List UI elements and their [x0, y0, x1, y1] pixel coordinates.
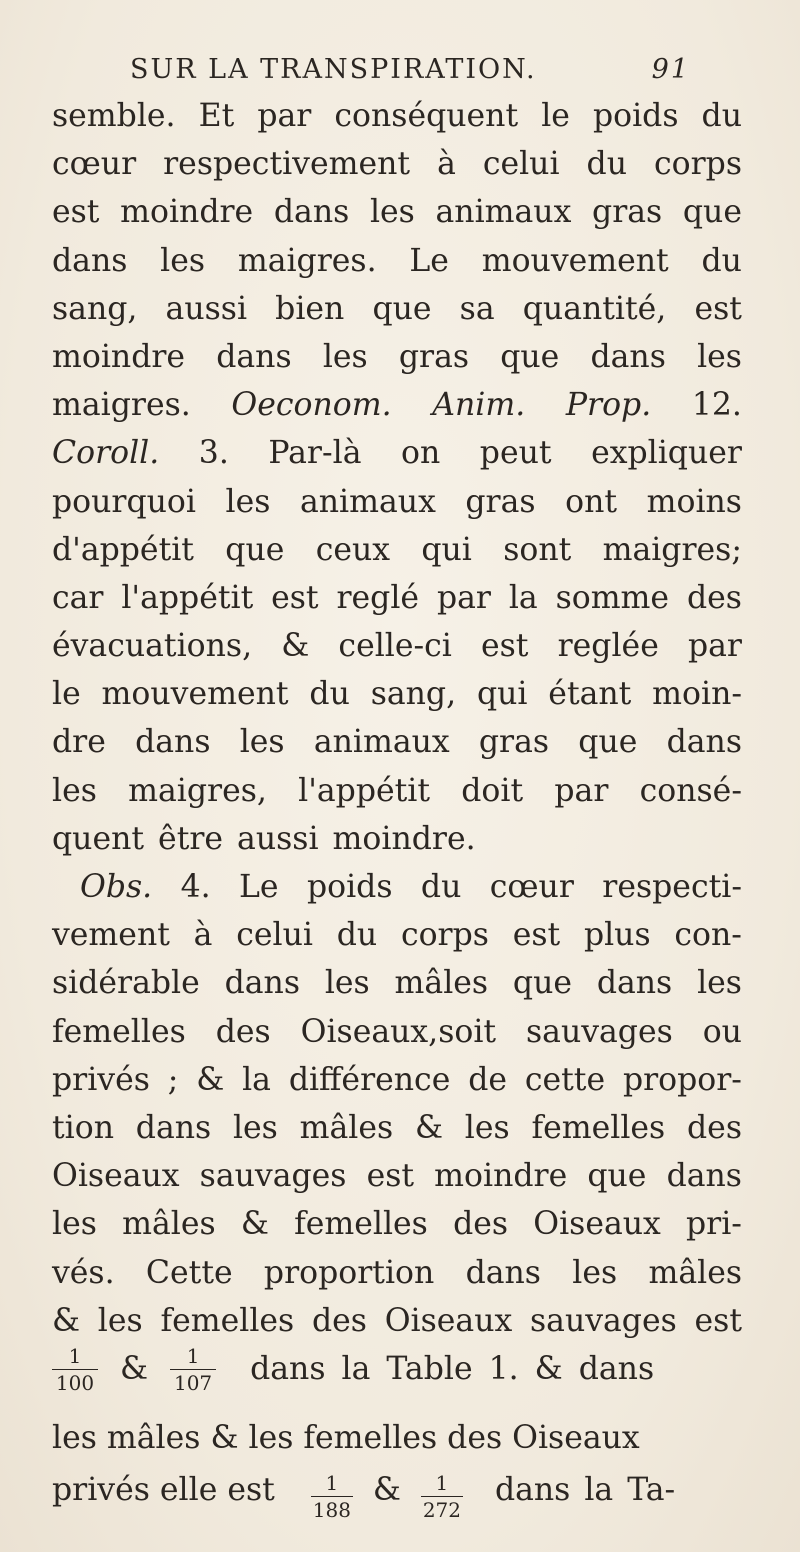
fraction-1-100	[52, 1345, 98, 1394]
word: gras	[398, 338, 470, 375]
word: consé-	[639, 772, 742, 809]
word: de	[468, 1061, 507, 1098]
word: du	[701, 98, 742, 134]
word: mâles	[648, 1254, 742, 1291]
word: cette	[524, 1061, 606, 1098]
word: les	[225, 483, 271, 520]
word: poids	[592, 98, 679, 134]
word: conséquent	[334, 98, 519, 134]
text-line	[52, 429, 742, 477]
word: que	[682, 194, 742, 231]
word: qui	[421, 531, 472, 568]
word: par	[687, 628, 742, 665]
word: sidérable	[52, 965, 200, 1002]
word: propor-	[622, 1061, 742, 1098]
word: moindre.	[332, 820, 476, 857]
word: corps	[653, 146, 742, 183]
fraction-1-107	[170, 1345, 216, 1394]
word: expliquer	[591, 435, 742, 472]
word: 3.	[198, 435, 229, 472]
word: con-	[674, 917, 742, 954]
word: Cette	[145, 1254, 233, 1291]
word: Prop.	[565, 387, 652, 424]
text-line	[52, 622, 742, 670]
word: gras	[465, 483, 536, 520]
page-number: 91	[651, 54, 690, 85]
word: &	[196, 1061, 225, 1098]
text-line	[52, 1249, 742, 1297]
word: à	[437, 146, 456, 183]
word: maigres,	[128, 772, 267, 809]
word: plus	[583, 917, 651, 954]
word: vement	[52, 917, 170, 954]
fraction-numerator: 1	[68, 1344, 82, 1368]
word: mouvement	[101, 676, 289, 713]
text-line	[52, 1152, 742, 1200]
word: différence	[288, 1061, 451, 1098]
text-line	[52, 1297, 742, 1345]
word: du	[309, 676, 350, 713]
text-line	[52, 959, 742, 1007]
fraction-numerator: 1	[186, 1344, 200, 1368]
fraction-denominator: 107	[173, 1371, 213, 1395]
text-line	[52, 911, 742, 959]
text-line	[52, 478, 742, 526]
word: étant	[548, 676, 632, 713]
word: sont	[503, 531, 572, 568]
word: maigres.	[52, 387, 191, 424]
word: est	[366, 1158, 415, 1195]
word: celui	[236, 917, 313, 954]
fraction-line-2	[52, 1466, 752, 1521]
word: mâles	[299, 1109, 394, 1146]
word: pourquoi	[52, 483, 196, 520]
word: reglé	[336, 579, 420, 616]
word: est	[512, 917, 561, 954]
word: sang,	[370, 676, 457, 713]
word: femelles	[531, 1109, 666, 1146]
word: que	[500, 338, 560, 375]
word: ont	[565, 483, 618, 520]
word: la	[242, 1061, 271, 1098]
word: est	[52, 194, 100, 231]
word: les	[239, 724, 285, 761]
word: respecti-	[602, 869, 742, 905]
word: Oiseaux,soit	[300, 1013, 497, 1050]
text-line	[52, 1104, 742, 1152]
word: moindre	[52, 338, 186, 375]
word: Coroll.	[52, 435, 160, 472]
ampersand: &	[120, 1351, 149, 1387]
text-line	[52, 815, 742, 863]
word: proportion	[263, 1254, 435, 1291]
word: du	[701, 242, 742, 279]
word: Anim.	[432, 387, 526, 424]
word: les	[697, 338, 742, 375]
text-line	[52, 188, 742, 236]
word: les	[52, 772, 97, 809]
word: les	[324, 965, 370, 1002]
word: dans	[52, 242, 128, 279]
fraction-denominator: 100	[55, 1371, 95, 1395]
word: tion	[52, 1109, 114, 1146]
word: Le	[409, 242, 449, 279]
word: corps	[400, 917, 489, 954]
text-line	[52, 1008, 742, 1056]
word: gras	[478, 724, 550, 761]
word: sa	[459, 290, 495, 327]
word: est	[694, 1302, 742, 1339]
word: femelles	[160, 1302, 295, 1339]
fraction-line-1-tail: dans la Table 1. & dans	[250, 1351, 655, 1387]
word: du	[336, 917, 378, 954]
word: maigres;	[602, 531, 742, 568]
text-line	[52, 767, 742, 815]
text-line	[52, 574, 742, 622]
fraction-numerator: 1	[325, 1471, 339, 1495]
word: dans	[135, 1109, 212, 1146]
word: du	[420, 869, 462, 905]
word: est	[481, 628, 529, 665]
word: Oiseaux	[384, 1302, 513, 1339]
text-line	[52, 381, 742, 429]
word: Oiseaux	[533, 1206, 661, 1243]
word: animaux	[313, 724, 450, 761]
word: la	[508, 579, 538, 616]
fraction-1-272	[421, 1472, 463, 1521]
word: que	[578, 724, 638, 761]
text-line	[52, 285, 742, 333]
word: cœur	[489, 869, 574, 905]
fraction-denominator: 272	[422, 1498, 462, 1522]
word: Obs.	[80, 869, 153, 905]
word: dans	[590, 338, 666, 375]
word: moin-	[652, 676, 742, 713]
word: que	[587, 1158, 647, 1195]
word: Et	[198, 98, 235, 134]
text-line	[52, 670, 742, 718]
word: le	[541, 98, 570, 134]
line-after-fractions: les mâles & les femelles des Oiseaux	[52, 1420, 640, 1456]
word: dans	[216, 338, 292, 375]
word: du	[586, 146, 627, 183]
fraction-1-188	[311, 1472, 353, 1521]
fraction-numerator: 1	[435, 1471, 449, 1495]
word: celui	[482, 146, 560, 183]
word: des	[453, 1206, 509, 1243]
word: qui	[476, 676, 528, 713]
running-title: SUR LA TRANSPIRATION.	[130, 54, 537, 85]
text-line	[52, 526, 742, 574]
word: doit	[461, 772, 524, 809]
word: privés	[52, 1061, 150, 1098]
word: à	[193, 917, 213, 954]
word: les	[232, 1109, 278, 1146]
word: dans	[666, 1158, 742, 1195]
word: pri-	[686, 1206, 742, 1243]
word: ou	[702, 1013, 742, 1050]
word: mâles	[394, 965, 489, 1002]
word: mouvement	[481, 242, 669, 279]
word: que	[512, 965, 572, 1002]
word: par	[554, 772, 609, 809]
fraction-line-2-tail: dans la Ta-	[494, 1472, 676, 1508]
word: &	[281, 628, 310, 665]
word: les	[52, 1206, 97, 1243]
text-line	[52, 92, 742, 140]
word: Oeconom.	[231, 387, 392, 424]
word: des	[311, 1302, 367, 1339]
word: somme	[555, 579, 670, 616]
word: les	[464, 1109, 510, 1146]
word: Oiseaux	[52, 1158, 180, 1195]
word: &	[240, 1206, 269, 1243]
text-line	[52, 333, 742, 381]
fraction-line-1	[52, 1345, 752, 1394]
word: cœur	[52, 146, 137, 183]
word: ceux	[315, 531, 391, 568]
word: les	[572, 1254, 618, 1291]
word: est	[694, 290, 742, 327]
text-line	[52, 718, 742, 766]
word: l'appétit	[121, 579, 254, 616]
word: les	[160, 242, 206, 279]
word: on	[401, 435, 441, 472]
word: dans	[465, 1254, 541, 1291]
ampersand: &	[372, 1472, 401, 1508]
word: moindre	[434, 1158, 568, 1195]
text-line	[52, 1056, 742, 1104]
word: reglée	[557, 628, 659, 665]
word: les	[697, 965, 742, 1002]
word: dans	[224, 965, 300, 1002]
word: vés.	[52, 1254, 115, 1291]
word: quantité,	[522, 290, 667, 327]
word: celle-ci	[338, 628, 452, 665]
word: évacuations,	[52, 628, 253, 665]
word: Par-là	[268, 435, 362, 472]
word: 12.	[691, 387, 742, 424]
word: peut	[479, 435, 552, 472]
word: par	[436, 579, 491, 616]
word: semble.	[52, 98, 176, 134]
word: aussi	[237, 820, 319, 857]
word: des	[687, 1109, 742, 1146]
word: sauvages	[526, 1013, 673, 1050]
word: aussi	[165, 290, 248, 327]
word: quent	[52, 820, 145, 857]
word: femelles	[52, 1013, 186, 1050]
word: les	[322, 338, 368, 375]
word: 4.	[180, 869, 211, 905]
word: &	[414, 1109, 443, 1146]
word: les	[97, 1302, 143, 1339]
word: les	[369, 194, 415, 231]
body-text	[52, 92, 742, 1345]
word: l'appétit	[298, 772, 431, 809]
word: des	[215, 1013, 271, 1050]
word: ;	[167, 1061, 179, 1098]
word: dans	[596, 965, 673, 1002]
word: poids	[306, 869, 393, 905]
word: que	[372, 290, 432, 327]
word: dans	[135, 724, 211, 761]
running-header	[130, 54, 690, 94]
word: dans	[666, 724, 742, 761]
fraction-denominator: 188	[312, 1498, 351, 1522]
text-line	[52, 140, 742, 188]
word: mâles	[122, 1206, 216, 1243]
word: Le	[239, 869, 279, 905]
text-line	[52, 1200, 742, 1248]
word: le	[52, 676, 81, 713]
word: animaux	[299, 483, 436, 520]
word: par	[257, 98, 312, 134]
word: moindre	[120, 194, 254, 231]
text-line	[52, 863, 742, 911]
word: moins	[646, 483, 742, 520]
word: être	[158, 820, 224, 857]
word: respectivement	[163, 146, 411, 183]
word: dans	[273, 194, 350, 231]
word: femelles	[294, 1206, 428, 1243]
word: car	[52, 579, 104, 616]
word: sauvages	[199, 1158, 347, 1195]
word: maigres.	[237, 242, 377, 279]
word: dre	[52, 724, 106, 761]
word: est	[271, 579, 319, 616]
text-line	[52, 237, 742, 285]
word: &	[52, 1302, 81, 1339]
word: que	[225, 531, 285, 568]
word: animaux	[435, 194, 572, 231]
word: des	[686, 579, 742, 616]
word: sang,	[52, 290, 138, 327]
word: d'appétit	[52, 531, 194, 568]
word: bien	[275, 290, 345, 327]
word: gras	[592, 194, 663, 231]
word: sauvages	[530, 1302, 677, 1339]
fraction-line-2-lead: privés elle est	[52, 1472, 275, 1508]
